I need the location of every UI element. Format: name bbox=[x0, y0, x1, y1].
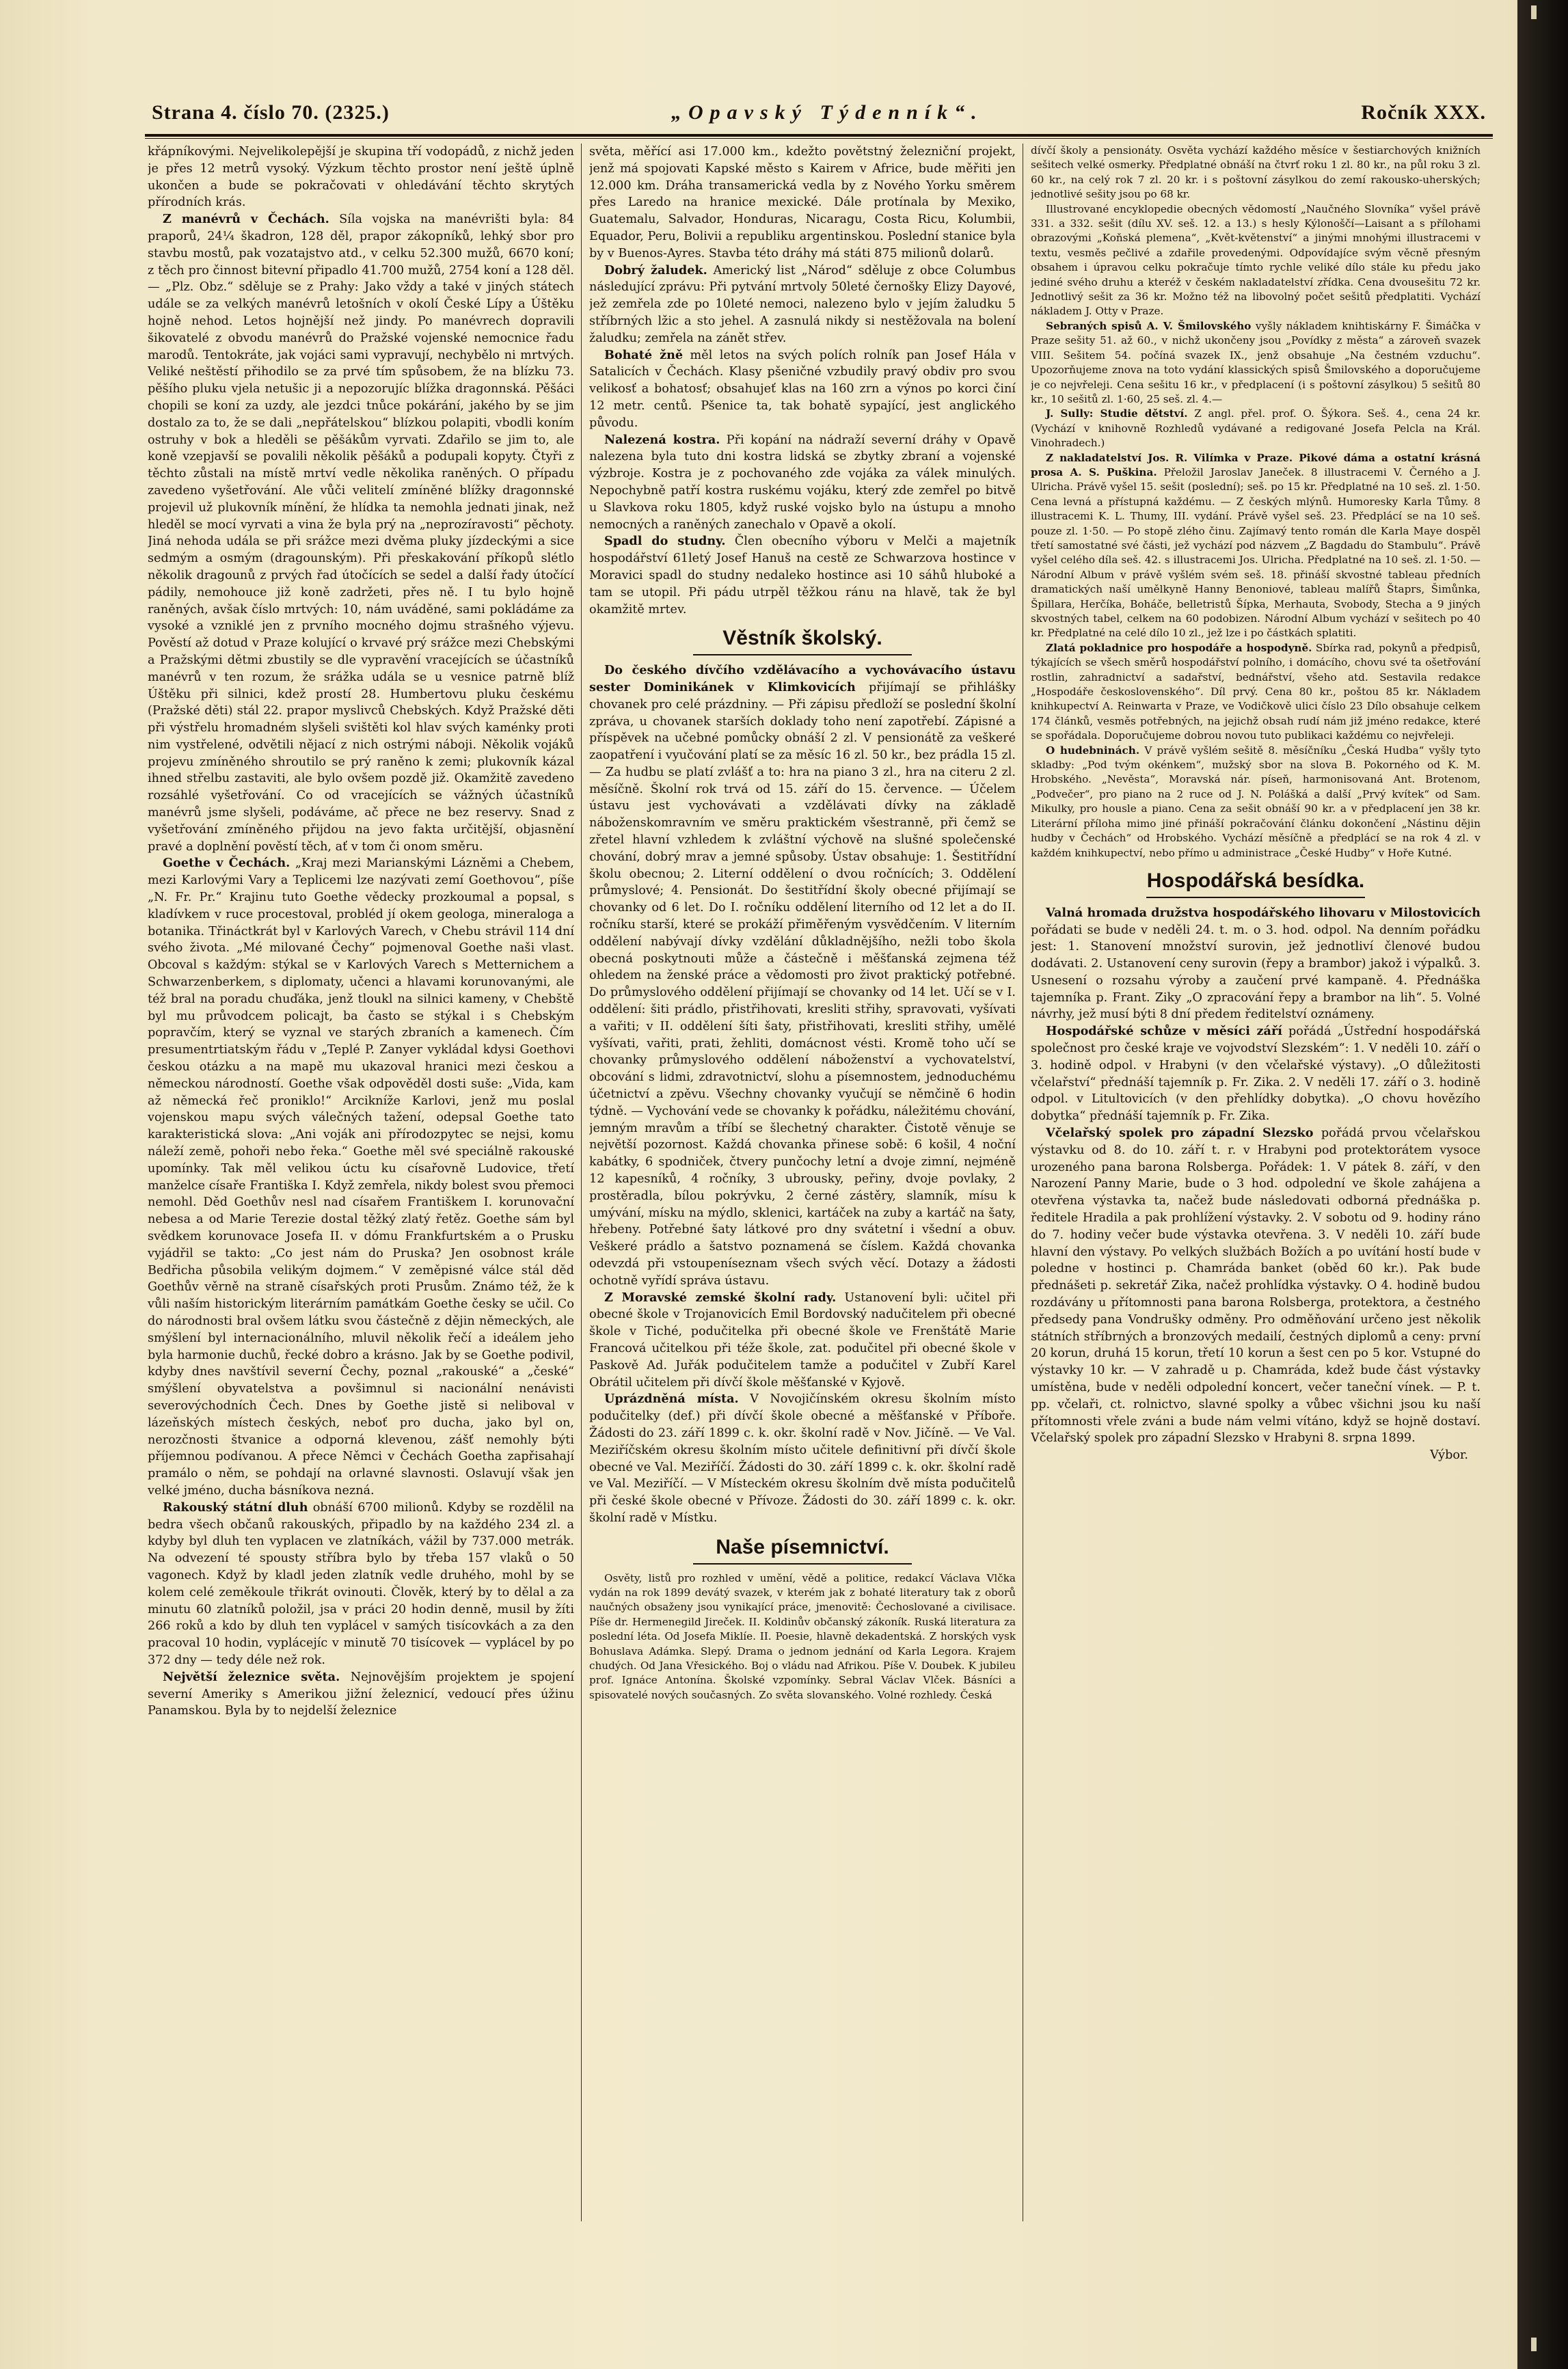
article-body: měl letos na svých polích rolník pan Josef Hála v Satalicích v Čechách. Klasy pšeničné vzbudily pravý obdiv pro svou velikosť a bohatosť; obsahujeť klas na 160 zrn a výnos po korci činí 12 metr. centů. Pšenice ta, tak bohatě sypající, jest anglického původu. bbox=[589, 348, 1016, 430]
article-maneuvers bbox=[148, 211, 574, 855]
headline: O hudebninách. bbox=[1046, 744, 1140, 757]
article-farm-meetings bbox=[1031, 1023, 1481, 1125]
article-body: Přeložil Jaroslav Janeček. 8 illustracemi V. Černého a J. Ulricha. Právě vyšel 15. sešit (poslední); seš. po 15 kr. Předplatné na 10 seš. zl. 1·50. Cena levná a přístupná každému. — Z českých mlýnů. Humoresky Karla Tůmy. 8 illustracemi K. L. Thumy, III. vydání. Právě vyšel seš. 23. Předplácí se na 10 seš. pouze zl. 1·50. — Po stopě zlého činu. Zajímavý tento román dle Karla Maye dospěl třetí samostatné své části, jež vychází pod názvem „Z Bagdadu do Stambulu“. Právě vyšel celého díla seš. 42. s illustracemi Jos. Ulricha. Předplatné na 10 seš. zl. 1·50. — Národní Album v právě vyšlém svém seš. 18. přináší skvostné tableau předních dramatických naší umělkyně Hanny Benoniové, tableau malířů Štaprs, Šimůnka, Špillara, Herčíka, Boháče, belletristů Šípka, Merhauta, Svobody, Stecha a 9 jiných skvostných tabel, celkem na 60 podobizen. Národní Album vychází v sešitech po 40 kr. Předplatné na celé dílo 10 zl., jež lze i po částkách splatiti. bbox=[1031, 465, 1481, 640]
volume: Ročník XXX. bbox=[1361, 101, 1486, 124]
article-caves-end: křápníkovými. Nejvelikolepější je skupina tří vodopádů, z nichž jeden je přes 12 metrů vysoký. Výzkum těchto prostor není ještě úplně ukončen a bude se pokračovati v ohledávání těchto skrytých přírodních krás. bbox=[148, 145, 574, 210]
article-skeleton bbox=[589, 432, 1016, 534]
headline: Bohaté žně bbox=[604, 347, 684, 362]
article-smilovsky bbox=[1031, 319, 1481, 407]
article-body: Z angl. přel. prof. O. Šýkora. Seš. 4., cena 24 kr. (Vychází v knihovně Rozhledů vydávané a redigované Josefa Pelclа na Král. Vinohradech.) bbox=[1031, 407, 1481, 450]
article-body: pořádá „Ústřední hospodářská společnost pro české kraje ve vojvodství Slezském“: 1. V neděli 10. září o 3. hodině odpol. v Hrabyni (v den včelařské výstavy). „O důležitosti včelařství“ přednáší tajemník p. Fr. Zika. 2. V neděli 17. září o 3. hodině odpol. v Litultovicích (v den přehlídky dobytka). „O chovu hovězího dobytka“ přednáší tajemník p. Fr. Zika. bbox=[1031, 1025, 1481, 1124]
headline: Včelařský spolek pro západní Slezsko bbox=[1046, 1126, 1314, 1141]
header-rule-thin bbox=[145, 138, 1493, 139]
headline: Spadl do studny. bbox=[604, 534, 726, 549]
article-sully bbox=[1031, 407, 1481, 450]
headline: Z manévrů v Čechách. bbox=[163, 212, 329, 227]
article-body: V Novojičínském okresu školním místo podučitelky (def.) při dívčí škole obecné a měšťanské v Příboře. Žádosti do 23. září 1899 c. k. okr. školní radě v Nov. Jičíně. — Ve Val. Meziříčském okresu školním místo učitele definitivní při dívčí škole obecné ve Val. Meziříčí. Žádosti do 30. září 1899 c. k. okr. školní radě ve Val. Meziříčí. — V Místeckém okresu školním dvě místa podučitelů při české škole obecné v Přívoze. Žádosti do 30. září 1899 c. k. okr. školní radě v Místku. bbox=[589, 1392, 1016, 1525]
article-encyclopedia: Illustrované encyklopedie obecných vědomostí „Naučného Slovníka“ vyšel právě 331. a 332. sešit (dílu XV. seš. 12. a 13.) s hesly Kýlonoščí—Laisant a s přílohami obrazovými „Koňská plemena“, „Květ-květenství“ a jinými mnohými illustracemi v textu, vesměs pečlivé a zdařile provedenými. Odpovídajíce svým věcně přesným obsahem i úpravou celku pokračuje tímto rychle veliké dílo stále ku předu jako jediné svého druhu a kteréž v českém nakladatelství zřídka. Cena dvousešitu 72 kr. Jednotlivý sešit za 36 kr. Možno též na libovolný počet sešitů předplatiti. Vychází nákladem J. Otty v Praze. bbox=[1031, 202, 1481, 318]
article-body: pořádá prvou včelařskou výstavku od 8. do 10. září t. r. v Hrabyni pod protektorátem vysoce urozeného pana barona Rolsberga. Pořádek: 1. V pátek 8. září, v den Narození Panny Marie, bude o 3 hod. odpolední ve škole zahájena a otevřena výstavka ta, načež bude následovati odborná přednáška p. ředitele Hradila a pak prohlížení výstavky. 2. V sobotu od 9. hodiny ráno do 7. hodiny večer bude výstavka otevřena. 3. V neděli 10. září bude hlavní den výstavy. Po velkých službách Božích a po uvítání hostí bude v poledne v hostinci p. Chamráda banket (oběd 60 kr.). Pak bude přednášeti p. sekretář Zika, načež prohlídka výstavky. O 4. hodině budou rozdávány u přítomnosti pana barona Rolsberga, protektora, a čestného předsedy pana Vondrušky odměny. Pro odměňování určeno jest několik státních stříbrných a bronzových medailí, čestných diplomů a ceny: první 20 korun, druhá 15 korun, třetí 10 korun a šest cen po 5 kor. Vstupné do výstavky 10 kr. — V zahradě u p. Chamráda, kdež bude část výstavky umístěna, bude v neděli odpolední koncert, večer taneční vínek. — P. t. pp. včelaři, ct. rolnictvo, slavné spolky a vůbec všichni jsou ku naší přítomnosti vřele zváni a bude nám velmi vítáno, když se hojně dostaví. Včelařský spolek pro západní Slezsko v Hrabyni 8. srpna 1899. bbox=[1031, 1126, 1481, 1446]
section-title-literature: Naše písemnictví. bbox=[716, 1535, 889, 1558]
article-music bbox=[1031, 744, 1481, 861]
article-school-klimkovice bbox=[589, 662, 1016, 1289]
article-body: „Kraj mezi Marianskými Lázněmi a Chebem, mezi Karlovými Vary a Teplicemi lze nazývati zemí Goethovou“, píše „N. Fr. Pr.“ Krajinu tuto Goethe vědecky prozkoumal a popsal, s kladívkem v ruce procestoval, probléd jí okem geologa, mineraloga a botanika. Třináctkrát byl v Karlových Varech, v Chebu strávil 114 dní svého života. „Mé milované Čechy“ pojmenoval Goethe naši vlast. Obcoval s každým: stýkal se v Karlových Varech s Metternichem a Schwarzenberkem, s diplomaty, učenci a hlavami korunovanými, ale též bral na poradu chuďáka, jenž tloukl na silnici kameny, v Chebště byl mu průvodcem policajt, ba často se stýkal i s Chebským popravčím, který se vyznal ve starých zbraních a kamenech. Čím presumentrtiatským řádu v „Teplé P. Zanyer vykládal kdysi Goethovi českou otázku a na mapě mu ukazoval hranici mezi českou a německou národností. Goethe však odpověděl dosti suše: „Vida, kam až německá řeč proniklo!“ Arcikníže Karlovi, jenž mu poslal vojenskou mapu svých válečných tažení, odepsal Goethe tato karakteristická slova: „Ani voják ani přírodozpytec se nejsi, komu náleží země, pohoři nebo řeka.“ Goethe měl své speciálně rakouské upomínky. Tak měl velikou úctu ku císařovně Ludovice, třetí manželce císaře Františka I. Když zemřela, nikdy bolest svou přemoci nemohl. Děd Goethův nesl nad císařem Františkem I. korunovační nebesa a od Marie Terezie dostal těžký zlatý řetěz. Goethe sám byl svědkem korunovace Josefa II. v dómu Frankfurtském a o Prusku vyjádřil se takto: „Co jest nám do Pruska? Jen osobnost krále Bedřicha působila velikým dojmem.“ V zeměpisné válce stál děd Goethův věrně na straně císařských proti Prusům. Známo též, že k vůli naším historickým literárním památkám Goethe česky se učil. Co do národnosti bral ovšem látku svou částečně z dějin německých, ale smýšlení byl internacionálního, mluvil několik řečí a ideálem jeho byla harmonie duchů, řecké dobro a krásno. Jak by se Goethe podivil, kdyby dnes navštívil severní Čechy, poznal „rakouské“ a „české“ smýšlení obyvatelstva a povšimnul si nacionální nenávisti severovýchodních Čech. Dnes by Goethe jistě si neliboval v lázeňských místech českých, neboť pro ducha, jako byl on, nerozčnosti štvanice a odporná klevenou, zášť nemohly býti příjemnou podívanou. A přece Němci v Čechách Goetha zapřisahají pramálo o něm, se pohdají na orlavné slavnosti. Oslavují však jen velké jméno, ducha básníkova nezná. bbox=[148, 856, 574, 1498]
article-body: Při kopání na nádraží severní dráhy v Opavě nalezena byla tuto dni kostra lidská se zbytky zbraní a vojenské výzbroje. Kostra je z pochovaného zde vojáka za válek minulých. Nepochybně patří kostra ruskému vojáku, který zde zemřel po bitvě u Slavkova roku 1805, když ruské vojsko bylo na ústupu a mnoho nemocných a raněných zanechalo v Opavě a okolí. bbox=[589, 433, 1016, 532]
article-distillery bbox=[1031, 905, 1481, 1024]
headline: Uprázdněná místa. bbox=[604, 1392, 739, 1407]
article-body: přijímají se přihlášky chovanek pro celé prázdniny. — Při zápisu předloží se poslední školní zpráva, u chovanek starších doklady toho není zapotřebí. Zápisné a příspěvek na učebné pomůcky obnáší 2 zl. V pensionátě za veškeré zaopatření i vyučování platí se za měsíc 16 zl. 50 kr., bez prádla 15 zl. — Za hudbu se platí zvlášť a to: hra na piano 3 zl., hra na citeru 2 zl. měsíčně. Školní rok trvá od 15. září do 15. července. — Účelem ústavu jest vychovávati a vzdělávati dívky na základě náboženskomravním ve směru praktickém všestranně, při čemž se zřetel hlavní vzhledem k zvláštní výchově na slušné společenské chování, dobrý mrav a jemné spůsoby. Ústav obsahuje: 1. Šestitřídní školu obecnou; 2. Literní oddělení o dvou ročnících; 3. Oddělení průmyslové; 4. Pensionát. Do šestitřídní školy obecné přijímají se chovanky od 6 let. Do I. ročníku oddělení literního od 12 let a do II. ročníku starší, které se prokáží přiměřeným vysvědčením. V literním oddělení nabývají dívky vzdělání důkladnějšího, nežli tobo škola obecná poskytnouti může a částečně i měšťanská zejmena též ohledem na ženské práce a vědomosti pro život praktický potřebné. Do průmyslového oddělení přijímají se chovanky od 14 let. Učí se v I. oddělení: šiti prádlo, přistřihovati, kresliti střihy, spravovati, vyšívati a vařiti; v II. oddělení šíti šaty, přistřihovati, kresliti střihy, umělé vyšívati, vařiti, prati, žehliti, domácnost vésti. Kromě toho učí se chovanky průmyslového oddělení náboženství a vychovatelství, obcování s lidmi, zdravotnictví, slohu a písemnostem, jednoduchému účetnictví a zpěvu. Všechny chovanky vyučují se němčině 6 hodin týdně. — Vychování vede se chovanky k pořádku, náležitému chování, jemným mravům a tříbí se šlechetný charakter. Čistotě věnuje se největší pozornost. Každá chovanka přinese sobě: 6 košil, 4 noční kabátky, 6 spodniček, čtvery punčochy letní a dvoje zimní, nejméně 12 kapesníků, 4 ročníky, 3 ubrousky, peřiny, dvoje povlaky, 2 prostěradla, bílou pokrývku, 2 černé zástěry, slamník, mísu k umývání, mísku na mýdlo, sklenici, kartáček na zuby a kartáč na šaty, hřebeny. Potřebné šaty látkové pro dny svátetní i všední a obuv. Veškeré prádlo a šatstvo poznamená se číslem. Každá chovanka odevzdá při vstoupeníseznam všech svých věcí. Dotazy a žádosti ochotně vyřídí správa ústavu. bbox=[589, 680, 1016, 1288]
section-title-farming: Hospodářská besídka. bbox=[1146, 869, 1365, 892]
column-1 bbox=[148, 144, 574, 2221]
article-body: V právě vyšlém sešitě 8. měsíčníku „Česká Hudba“ vyšly tyto skladby: „Pod tvým okénkem“, mužský sbor na slova B. Pokorného od K. M. Hrobského. „Nevěsta“, Moravská nár. píseň, harmonisovaná Ant. Brotenom, „Podvečer“, pro piano na 2 ruce od J. N. Polášká a další „Prvý kvítek“ od Sam. Mikulky, pro housle a piano. Cena za sešit obnáší 90 kr. a v předplacení jen 38 kr. Literární příloha mimo jiné přináší pokračování článku dokončení „Nástinu dějin hudby v Čechách“ od Hrobského. Vychází měsíčně a předplácí se na rok 4 zl. v každém knihkupectví, nebo přímo u administrace „České Hudby“ v Hoře Kutné. bbox=[1031, 744, 1481, 859]
article-body: Člen obecního výboru v Melči a majetník hospodářství 61letý Josef Hanuš na cestě ze Schwarzova hostince v Moravici spadl do studny nedaleko hostince asi 10 sáhů hluboké a tam se utopil. Při pádu utrpěl těžkou ránu na hlavě, tak že byl okamžitě mrtev. bbox=[589, 534, 1016, 617]
headline: J. Sully: Studie dětství. bbox=[1046, 407, 1188, 420]
article-school-board bbox=[589, 1290, 1016, 1392]
signature: Výbor. bbox=[1430, 1448, 1468, 1463]
article-vacancies bbox=[589, 1391, 1016, 1526]
headline: Do českého dívčího vzdělávacího a vychovávacího ústavu sester Dominikánek v Klimkovicích bbox=[589, 663, 1016, 694]
section-title-school: Věstník školský. bbox=[722, 627, 882, 650]
headline: Goethe v Čechách. bbox=[163, 856, 290, 871]
article-body: obnáší 6700 milionů. Kdyby se rozdělil na bedra všech občanů rakouských, připadlo by na každého 234 zl. a kdyby byl dluh ten vyplacen ve zlatníkách, vážil by 737.000 metrák. Na odvezení té spousty stříbra bylo by třeba 157 vlaků o 50 vagonech. Když by kladl jeden zlatník vedle druhého, mohl by se kolem celé zeměkoule třikrát ovinouti. Člověk, který by to dělal a za minutu 60 zlatníků položil, jsa v práci 20 hodin denně, musil by žíti 266 roků a kdo by dluh ten vyplácel v samých tisícovkách a za den pracoval 10 hodin, vyplácejíc v minutě 70 tisícovek — vyplácel by po 372 dny — tedy déle než rok. bbox=[148, 1500, 574, 1667]
section-rule bbox=[1146, 897, 1365, 898]
headline: Z Moravské zemské školní rady. bbox=[604, 1290, 837, 1305]
article-railway bbox=[148, 1669, 574, 1720]
article-vilimek bbox=[1031, 451, 1481, 641]
scan-edge bbox=[1517, 0, 1568, 2369]
headline: Nalezená kostra. bbox=[604, 432, 720, 447]
headline: Sebraných spisů A. V. Šmilovského bbox=[1046, 319, 1252, 332]
headline: Valná hromada družstva hospodářského lihovaru v Milostovicích bbox=[1046, 905, 1481, 920]
article-stomach bbox=[589, 262, 1016, 347]
article-body: Nejnovějším projektem je spojení severní Ameriky s Amerikou jižní železnicí, vedoucí přes úžinu Panamskou. Byla by to nejdelší železnice bbox=[148, 1670, 574, 1718]
section-rule bbox=[693, 654, 912, 655]
article-body: Síla vojska na manévrišti byla: 84 praporů, 24¼ škadron, 128 děl, prapor zákopníků, lehký sbor pro stavbu mostů, pak vozatajstvo atd., v celku 52.300 mužů, 6670 koní; z těch pro činnost bitevní připadlo 41.700 mužů, 2754 koní a 128 děl. — „Plz. Obz.“ sděluje se z Prahy: Jako vždy a také v jiných státech udále se za velkých manévrů letošních v okolí České Lípy a Úštěku hojně nehod. Letos hojnější než jindy. Po manévrech dopravili šikovatelé z obvodu manévrů do Pražské vojenské nemocnice řadu marodů. Tentokráte, jak vojáci sami vypravují, nechybělo ni mrtvých. Veliké neštěstí přihodilo se za prvé tím spůsobem, že na blízku 73. pěšího pluku vjela netušic ji a nepozorujíc blížka dragonnská. Pěšáci chopili se koní za uzdy, ale jezdci tnůce pokárání, jakého by se jim dostalo za to, že se dali „nepřátelskou“ blízkou polapiti, vbodli koním ostruhy v bok a hleděli se pěšákům vyrvati. Zdařilo se jim to, ale koně vzepjavší se povalili několik pěšáků a podupali kopyty. Čtyři z těchto zůstali na místě mrtví vedle několika raněných. O případu zavedeno vyšetřování. Ale vůči velitelí zmíněné blížky dragonnské projevil už plukovník mínění, že hlídka ta nemohla jednati jinak, než hleděl se mocí vyrvati a vina že byla prý na „neprozíravosti“ pěchoty. Jiná nehoda udála se při srážce mezi dvěma pluky jízdeckými a sice sedmým a osmým (dragounským). Při přeskakování příkopů slétlo několik dragounů z prvých řad útočících se sedel a další řady útočící pádily, nemohouce již koně zadržeti, přes ně. I tu bylo hojně raněných, avšak číslo mrtvých: 10, nám uváděné, sami pokládáme za vysoké a vzniklé jen z prvního mocného dojmu strašného výjevu. Pověstí až dotud v Praze kolující o krvavé prý srážce mezi Chebskými a Pražskými dětmi zbustily se dle vypravění vracejících se účastníků manévrů v ten rozum, že srážka udála se u vesnice patrně blíž Úštěku při silnici, kdež prostí 28. Humbertovu pluku českému (Pražské děti) stál 22. prapor myslivců Chebských. Když Pražské děti při výstřelu hromadném slyšeli svištěti kol hlav svých kaménky proti nim vystřelené, odvětili nějací z nich ostrými náboji. Několik vojáků projevu zmíněného shroutilo se prý raněno k zemi; plukovník kázal ihned střelbu zastaviti, ale bylo ovšem pozdě již. Okamžitě zavedeno rozsáhlé vyšetřování. Co od vracejících se vážných účastníků manévrů jsme slyšeli, podáváme, ač přece ne bez reservy. Snad z vyšetřování zmíněného přijdou na jevo fakta určitější, objasnění pravé a doplnění pověstí těch, ať v tom či onom směru. bbox=[148, 213, 574, 854]
column-2 bbox=[589, 144, 1016, 2221]
column-3 bbox=[1031, 144, 1481, 2221]
page-header bbox=[152, 101, 1486, 130]
article-well bbox=[589, 533, 1016, 618]
masthead-title: „Opavský Týdenník“. bbox=[671, 101, 984, 124]
header-rule bbox=[145, 134, 1493, 137]
article-treasury bbox=[1031, 641, 1481, 744]
article-harvest bbox=[589, 347, 1016, 432]
headline: Rakouský státní dluh bbox=[163, 1500, 308, 1515]
headline: Dobrý žaludek. bbox=[604, 262, 707, 277]
article-body: Sbírka rad, pokynů a předpisů, týkajících se všech směrů hospodářství polního, i domácího, chovu své ta ošetřování rostlin, zahradnictví a sadařství, bednářství, všeho atd. Sestavila redakce „Hospodáře československého“. Díl prvý. Cena 80 kr., poštou 85 kr. Nákladem knihkupectví A. Reinwarta v Praze, ve Vodičkově ulici číslo 23 Dílo obsahuje celkem 174 článků, vesměs potřebných, na jejichž obsah rudí nám již jméno redakce, které se spořádala. Doporučujeme dobrou novou tuto publikaci každému co nejvřeleji. bbox=[1031, 641, 1481, 742]
article-osveta: Osvěty, listů pro rozhled v umění, vědě a politice, redakcí Václava Vlčka vydán na rok 1899 devátý svazek, v kterém jak z bohaté literatury tak z oborů naučných obsaženy jsou vynikající práce, jmenovitě: Čechoslované a civilisace. Píše dr. Hermenegild Jireček. II. Koldinův občanský zákoník. Ruská literatura za poslední léta. Od Josefa Miklíe. II. Poesie, hlavně dekadentská. Z horských vysk Bohuslava Adámka. Slepý. Drama o jednom jednání od Karla Legora. Krajem chudých. Od Jana Vřesického. Boj o vládu nad Afrikou. Píše V. Doubek. K jubileu prof. Ignáce Antonína. Školské vzpomínky. Sebral Václav Vlček. Básníci a spisovatelé nových současných. Zo světa slovanského. Volné rozhledy. Česká bbox=[589, 1571, 1016, 1701]
article-osveta-cont: dívčí školy a pensionáty. Osvěta vychází každého měsíce v šestiarchových knižních sešitech velké osmerky. Předplatné obnáší na čtvrť roku 1 zl. 80 kr., na půl roku 3 zl. 60 kr., na celý rok 7 zl. 20 kr. i s poštovní zásylkou do zemí rakousko-uherských; jednotlivé sešity jsou po 68 kr. bbox=[1031, 144, 1481, 201]
headline: Hospodářské schůze v měsíci září bbox=[1046, 1024, 1282, 1039]
headline: Z nakladatelství Jos. R. Vilímka v Praze. Pikové dáma a ostatní krásná prosa A. S. Puškina. bbox=[1031, 451, 1481, 478]
article-goethe bbox=[148, 855, 574, 1499]
headline: Největší železnice světa. bbox=[163, 1669, 340, 1684]
section-rule bbox=[693, 1563, 912, 1565]
article-body: Ustanovení byli: učitel při obecné škole v Trojanovicích Emil Bordovský nadučitelem při obecné škole v Tiché, podučitelka při obecné škole ve Frenštátě Marie Francová učitelkou při téže škole, zat. podučitel při obecné škole v Paskově Ad. Juřák podučitelem tamže a podučitel v Zubří Karel Obrátil učitelem při dívčí škole měšťanské v Kyjově. bbox=[589, 1290, 1016, 1390]
article-state-debt bbox=[148, 1500, 574, 1669]
article-body: Americký list „Národ“ sděluje z obce Columbus následující zprávu: Při pytvání mrtvoly 50leté černošky Elizy Dayové, jež zemřela zde po 10leté nemoci, nalezeno bylo v jejím žaludku 5 stříbrných lžic a sto jehel. A zasnulá nikdy si nestěžovala na bolení žaludku; zemřela na zánět střev. bbox=[589, 263, 1016, 345]
article-beekeepers bbox=[1031, 1125, 1481, 1447]
article-railway-cont: světa, měřící asi 17.000 km., kdežto povětstný železniční projekt, jenž má spojovati Kapské město s Kairem v Africe, bude měřiti jen 12.000 km. Dráha transamerická vedla by z Nového Yorku směrem přes Laredo na hranice mexické. Dále protínala by Mexiko, Guatemalu, Salvador, Honduras, Nicaragu, Costa Ricu, Kolumbii, Equador, Peru, Bolivii a republiku argentinskou. Poslední stanice byla by v Buenos-Ayres. Stavba této dráhy má státi 875 milionů dolarů. bbox=[589, 145, 1016, 260]
headline: Zlatá pokladnice pro hospodáře a hospodyně. bbox=[1046, 641, 1312, 654]
page-number: Strana 4. číslo 70. (2325.) bbox=[152, 101, 390, 124]
column-divider bbox=[581, 144, 582, 2221]
article-body: vyšly nákladem knihtiskárny F. Šimáčka v Praze sešity 51. až 60., v nichž ukončeny jsou „Povídky z města“ a zároveň svazek VIII. Sešitem 54. počíná svazek IX., jenž obsahuje „Na čestném vzduchu“. Upozorňujeme znova na toto vydání klassických spisů Šmilovského a doporučujeme je co nejvřeleji. Cena sešitu 16 kr., v předplacení (i s poštovní zásylkou) 5 sešitů 80 kr., 10 sešitů zl. 1·60, 25 seš. zl. 4.— bbox=[1031, 319, 1481, 405]
article-body: pořádati se bude v neděli 24. t. m. o 3. hod. odpol. Na denním pořádku jest: 1. Stanovení množství surovin, jež jednotliví členové budou dodávati. 2. Ustanovení ceny surovin (řepy a brambor) jakož i výpalků. 3. Usnesení o rozsahu výroby a zaučení prvé kampaně. 4. Přednáška tajemníka p. Frant. Ziky „O zpracování řepy a brambor na lih“. 5. Volné návrhy, jež musí býti 8 dní předem ředitelství oznámeny. bbox=[1031, 923, 1481, 1022]
